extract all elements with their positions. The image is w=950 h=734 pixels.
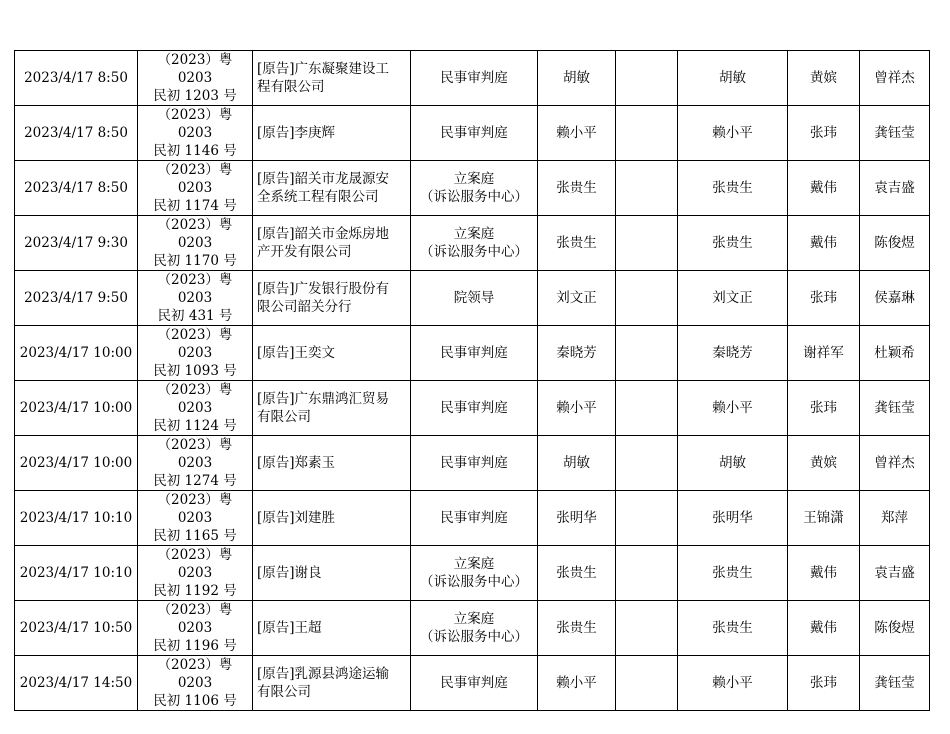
clerk-cell: 张玮 (788, 106, 860, 161)
clerk-cell: 戴伟 (788, 216, 860, 271)
clerk-cell: 谢祥军 (788, 326, 860, 381)
party-line: [原告]韶关市金烁房地 (257, 226, 390, 242)
presiding-judge-cell: 张贵生 (678, 601, 788, 656)
case-number-line: 民初 1146 号 (153, 143, 237, 159)
empty-cell (616, 106, 678, 161)
department-line: 民事审判庭 (440, 125, 508, 141)
case-number-line: （2023）粤 0203 (157, 382, 233, 416)
case-number-line: 民初 1274 号 (153, 473, 237, 489)
department-cell (411, 326, 538, 381)
department-line: 民事审判庭 (440, 455, 508, 471)
party-line: [原告]韶关市龙晟源安 (257, 171, 390, 187)
party-line: [原告]广东凝聚建设工 (257, 61, 390, 77)
table-row (15, 161, 930, 216)
judge-cell: 胡敏 (538, 51, 616, 106)
department-line: 民事审判庭 (440, 400, 508, 416)
recorder-cell: 龚钰莹 (860, 381, 930, 436)
hearing-time-cell: 2023/4/17 10:50 (15, 601, 138, 656)
department-line: （诉讼服务中心） (420, 574, 528, 590)
department-line: （诉讼服务中心） (420, 189, 528, 205)
case-number-line: （2023）粤 0203 (157, 162, 233, 196)
hearing-time-cell: 2023/4/17 10:10 (15, 546, 138, 601)
judge-cell: 秦晓芳 (538, 326, 616, 381)
party-line: [原告]王超 (257, 620, 322, 636)
recorder-cell: 曾祥杰 (860, 51, 930, 106)
department-line: 民事审判庭 (440, 70, 508, 86)
party-line: 产开发有限公司 (257, 244, 352, 260)
hearing-time-cell: 2023/4/17 10:00 (15, 436, 138, 491)
party-cell (253, 161, 411, 216)
empty-cell (616, 161, 678, 216)
judge-cell: 胡敏 (538, 436, 616, 491)
table-row (15, 106, 930, 161)
presiding-judge-cell: 张贵生 (678, 546, 788, 601)
presiding-judge-cell: 赖小平 (678, 106, 788, 161)
empty-cell (616, 381, 678, 436)
case-number-line: 民初 1174 号 (153, 198, 237, 214)
department-line: 立案庭 (453, 171, 495, 187)
clerk-cell: 张玮 (788, 656, 860, 711)
presiding-judge-cell: 张明华 (678, 491, 788, 546)
table-row (15, 436, 930, 491)
case-number-cell (138, 326, 253, 381)
case-number-cell (138, 51, 253, 106)
case-number-line: 民初 1196 号 (153, 638, 237, 654)
department-line: （诉讼服务中心） (420, 629, 528, 645)
party-cell (253, 656, 411, 711)
department-cell (411, 106, 538, 161)
empty-cell (616, 656, 678, 711)
party-cell (253, 51, 411, 106)
table-row (15, 491, 930, 546)
judge-cell: 赖小平 (538, 381, 616, 436)
presiding-judge-cell: 张贵生 (678, 161, 788, 216)
party-line: [原告]谢良 (257, 565, 322, 581)
department-line: 民事审判庭 (440, 510, 508, 526)
empty-cell (616, 491, 678, 546)
department-cell (411, 216, 538, 271)
clerk-cell: 张玮 (788, 381, 860, 436)
clerk-cell: 戴伟 (788, 546, 860, 601)
case-number-cell (138, 161, 253, 216)
presiding-judge-cell: 秦晓芳 (678, 326, 788, 381)
case-number-cell (138, 271, 253, 326)
department-line: 立案庭 (453, 226, 495, 242)
party-line: 有限公司 (257, 409, 311, 425)
recorder-cell: 陈俊煜 (860, 216, 930, 271)
judge-cell: 张贵生 (538, 546, 616, 601)
party-cell (253, 326, 411, 381)
judge-cell: 张贵生 (538, 161, 616, 216)
case-number-line: （2023）粤 0203 (157, 437, 233, 471)
clerk-cell: 张玮 (788, 271, 860, 326)
table-row (15, 326, 930, 381)
department-line: 院领导 (453, 290, 495, 306)
party-cell (253, 491, 411, 546)
case-number-line: 民初 1093 号 (153, 363, 237, 379)
judge-cell: 张贵生 (538, 601, 616, 656)
case-number-line: （2023）粤 0203 (157, 272, 233, 306)
case-number-line: （2023）粤 0203 (157, 217, 233, 251)
case-number-line: （2023）粤 0203 (157, 547, 233, 581)
case-number-line: （2023）粤 0203 (157, 52, 233, 86)
clerk-cell: 黄嫔 (788, 436, 860, 491)
case-number-cell (138, 216, 253, 271)
presiding-judge-cell: 刘文正 (678, 271, 788, 326)
recorder-cell: 杜颖希 (860, 326, 930, 381)
department-line: 立案庭 (453, 556, 495, 572)
case-number-line: 民初 431 号 (157, 308, 233, 324)
party-line: [原告]乳源县鸿途运输 (257, 666, 390, 682)
case-number-cell (138, 601, 253, 656)
party-cell (253, 106, 411, 161)
table-row (15, 216, 930, 271)
recorder-cell: 曾祥杰 (860, 436, 930, 491)
case-number-line: 民初 1106 号 (153, 693, 237, 709)
judge-cell: 刘文正 (538, 271, 616, 326)
empty-cell (616, 326, 678, 381)
party-line: [原告]王奕文 (257, 345, 336, 361)
table-row (15, 51, 930, 106)
party-line: [原告]广东鼎鸿汇贸易 (257, 391, 390, 407)
recorder-cell: 袁吉盛 (860, 546, 930, 601)
party-cell (253, 381, 411, 436)
case-number-cell (138, 106, 253, 161)
case-number-cell (138, 436, 253, 491)
hearing-time-cell: 2023/4/17 10:10 (15, 491, 138, 546)
judge-cell: 赖小平 (538, 106, 616, 161)
presiding-judge-cell: 胡敏 (678, 436, 788, 491)
empty-cell (616, 51, 678, 106)
department-cell (411, 436, 538, 491)
party-line: [原告]李庚辉 (257, 125, 336, 141)
party-line: 程有限公司 (257, 79, 325, 95)
hearing-time-cell: 2023/4/17 8:50 (15, 51, 138, 106)
case-number-cell (138, 381, 253, 436)
hearing-time-cell: 2023/4/17 10:00 (15, 326, 138, 381)
recorder-cell: 龚钰莹 (860, 106, 930, 161)
department-cell (411, 271, 538, 326)
case-number-line: 民初 1192 号 (153, 583, 237, 599)
department-cell (411, 546, 538, 601)
clerk-cell: 王锦潇 (788, 491, 860, 546)
department-cell (411, 656, 538, 711)
party-line: [原告]广发银行股份有 (257, 281, 390, 297)
table-body (15, 51, 930, 711)
case-number-line: 民初 1165 号 (153, 528, 237, 544)
empty-cell (616, 271, 678, 326)
party-line: [原告]刘建胜 (257, 510, 336, 526)
table-row (15, 271, 930, 326)
department-cell (411, 161, 538, 216)
department-line: 立案庭 (453, 611, 495, 627)
case-number-line: 民初 1124 号 (153, 418, 237, 434)
department-cell (411, 381, 538, 436)
empty-cell (616, 216, 678, 271)
judge-cell: 张贵生 (538, 216, 616, 271)
recorder-cell: 袁吉盛 (860, 161, 930, 216)
case-number-line: 民初 1203 号 (153, 88, 237, 104)
recorder-cell: 陈俊煜 (860, 601, 930, 656)
table-row (15, 546, 930, 601)
presiding-judge-cell: 赖小平 (678, 656, 788, 711)
case-number-line: （2023）粤 0203 (157, 327, 233, 361)
hearing-time-cell: 2023/4/17 14:50 (15, 656, 138, 711)
clerk-cell: 黄嫔 (788, 51, 860, 106)
empty-cell (616, 546, 678, 601)
clerk-cell: 戴伟 (788, 161, 860, 216)
case-number-line: 民初 1170 号 (153, 253, 237, 269)
party-cell (253, 216, 411, 271)
presiding-judge-cell: 张贵生 (678, 216, 788, 271)
party-cell (253, 601, 411, 656)
case-number-line: （2023）粤 0203 (157, 492, 233, 526)
party-cell (253, 271, 411, 326)
case-number-line: （2023）粤 0203 (157, 107, 233, 141)
party-cell (253, 436, 411, 491)
department-cell (411, 491, 538, 546)
judge-cell: 赖小平 (538, 656, 616, 711)
case-number-line: （2023）粤 0203 (157, 602, 233, 636)
party-line: 限公司韶关分行 (257, 299, 352, 315)
hearing-time-cell: 2023/4/17 8:50 (15, 106, 138, 161)
case-number-line: （2023）粤 0203 (157, 657, 233, 691)
department-line: （诉讼服务中心） (420, 244, 528, 260)
empty-cell (616, 601, 678, 656)
empty-cell (616, 436, 678, 491)
department-cell (411, 51, 538, 106)
department-cell (411, 601, 538, 656)
table-row (15, 601, 930, 656)
recorder-cell: 郑萍 (860, 491, 930, 546)
judge-cell: 张明华 (538, 491, 616, 546)
hearing-time-cell: 2023/4/17 8:50 (15, 161, 138, 216)
party-cell (253, 546, 411, 601)
hearing-time-cell: 2023/4/17 10:00 (15, 381, 138, 436)
party-line: 有限公司 (257, 684, 311, 700)
hearing-time-cell: 2023/4/17 9:50 (15, 271, 138, 326)
party-line: 全系统工程有限公司 (257, 189, 379, 205)
case-number-cell (138, 491, 253, 546)
case-number-cell (138, 656, 253, 711)
hearing-schedule-table (14, 50, 930, 711)
table-row (15, 656, 930, 711)
department-line: 民事审判庭 (440, 675, 508, 691)
clerk-cell: 戴伟 (788, 601, 860, 656)
presiding-judge-cell: 赖小平 (678, 381, 788, 436)
department-line: 民事审判庭 (440, 345, 508, 361)
recorder-cell: 侯嘉琳 (860, 271, 930, 326)
table-row (15, 381, 930, 436)
recorder-cell: 龚钰莹 (860, 656, 930, 711)
presiding-judge-cell: 胡敏 (678, 51, 788, 106)
case-number-cell (138, 546, 253, 601)
hearing-time-cell: 2023/4/17 9:30 (15, 216, 138, 271)
party-line: [原告]郑素玉 (257, 455, 336, 471)
